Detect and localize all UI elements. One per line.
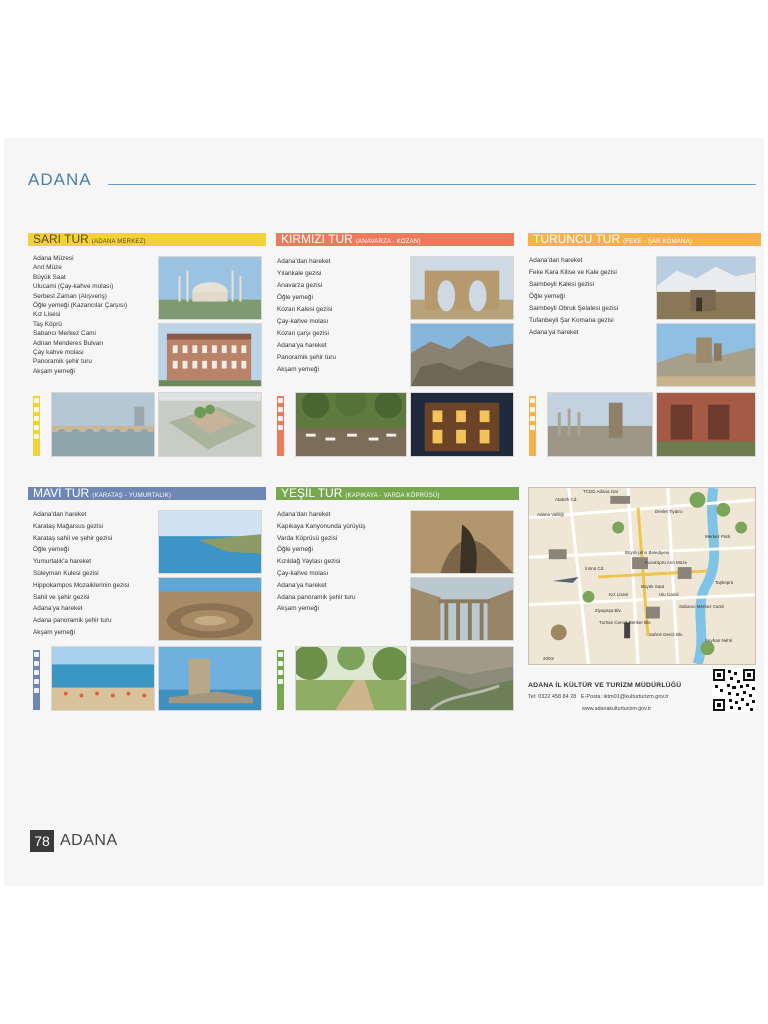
list-item: Kozan çarşı gezisi [277,330,329,337]
list-item: Adana'ya hareket [529,329,579,336]
tour-icons-sari [33,396,40,456]
walk-icon [34,407,39,412]
tree-icon [278,652,283,657]
photo-feke-church [656,256,756,320]
list-item: Hippokampos Mozaiklerinin gezisi [33,581,130,589]
list-item: Karataş sahil ve şehir gezisi [33,534,113,542]
photo-sar-komana-ruins [547,392,653,457]
photo-forest-path [295,646,407,711]
list-item: Öğle yemeği [277,546,313,554]
tour-subtitle: (KAPIKAYA - VARDA KÖPRÜSÜ) [345,493,440,499]
photo-yilankale-rocks [410,323,514,387]
walk-icon [34,670,39,675]
tour-heading-sari [28,233,266,246]
map-label: Sahne Deniz Blv. [649,632,684,637]
walk-icon [278,661,283,666]
photo-tea-garden [295,392,407,457]
list-item: Adana Müzesi [33,255,74,262]
list-item: Adana'dan hareket [33,511,87,518]
tour-itinerary-kirmizi [277,256,336,376]
list-item: Tufanbeyli Şar Komana gezisi [529,317,614,324]
cafe-icon [34,416,39,421]
list-item: Panoramik şehir turu [277,354,336,361]
map-scale: 200m [543,656,555,661]
map-label: Atatürk Cd. [555,497,578,502]
tour-subtitle: (ADANA MERKEZ) [91,239,146,245]
email-link[interactable]: E-Posta: iktm01@kulturturizm.gov.tr [580,694,669,700]
list-item: Anavarza gezisi [277,282,323,289]
city-map[interactable] [528,487,756,665]
tour-itinerary-turuncu [529,255,618,339]
tour-icons-yesil [277,650,284,710]
list-item: Karataş Mağarsus gezisi [33,522,103,530]
food-icon [278,679,283,684]
photo-city-aerial [158,392,262,457]
directorate-contact [528,694,669,700]
tour-icons-kirmizi [277,396,284,456]
website-link[interactable]: www.adanakulturturizm.gov.tr [582,706,652,712]
map-label: Ulu Camii [659,592,679,597]
list-item: Anıt Müze [33,264,62,272]
tour-title: KIRMIZI TUR [281,233,353,246]
tour-itinerary-mavi [33,509,129,639]
list-item: Kız Lisesi [33,311,61,319]
photo-kozan-night-house [410,392,514,457]
list-item: Akşam yemeği [277,605,319,613]
food-icon [34,679,39,684]
list-item: Adana panoramik şehir turu [33,617,112,625]
list-item: Ulucami (Çay-kahve molası) [33,283,114,291]
tour-heading-kirmizi [276,233,514,246]
list-item: Serbest Zaman (Alışveriş) [33,292,107,300]
list-item: Varda Köprüsü gezisi [277,534,338,542]
beach-icon [34,661,39,666]
tour-title: SARI TUR [33,233,89,246]
tour-title: TURUNCU TUR [533,233,621,246]
list-item: Adana'ya hareket [277,581,327,589]
map-label: Turhan Cemal Beriker Blv. [599,620,652,625]
list-item: Taş Köprü [33,320,62,328]
map-label: Kuruköprü Anıt Müze [645,560,688,565]
camera-icon [278,670,283,675]
food-icon [278,416,283,421]
map-label: Kız Lisesi [609,592,629,597]
bus-icon [34,425,39,430]
photo-anavarza-arch [410,256,514,320]
list-item: Saimbeyli Kalesi gezisi [529,281,594,288]
bus-icon [278,425,283,430]
photo-kapikaya-canyon [410,510,514,574]
photo-saimbeyli-castle [656,323,756,387]
photo-kiz-lisesi [158,323,262,387]
list-item: Büyük Saat [33,273,66,281]
map-label: Sabancı Merkez Camii [679,604,725,609]
tour-icons-mavi [33,650,40,710]
list-item: Adana'ya hareket [277,342,327,349]
list-item: Feke Kara Kilise ve Kale gezisi [529,269,617,276]
header-divider [108,184,756,185]
walk-icon [530,407,535,412]
list-item: Öğle yemeği [529,293,565,300]
museum-icon [530,398,535,403]
directorate-name: ADANA İL KÜLTÜR VE TURİZM MÜDÜRLÜĞÜ [528,682,682,689]
photo-tas-kopru [51,392,155,457]
list-item: Akşam yemeği [33,367,75,375]
map-label: Büyükşehir Belediyesi [625,550,670,555]
map-label: Ziyapaşa Blv. [595,608,622,613]
tour-subtitle: (KARATAŞ - YUMURTALIK) [92,493,172,499]
map-label: Büyük Saat [641,584,665,589]
list-item: Adana panoramik şehir turu [277,593,356,601]
tour-subtitle: (FEKE - ŞAR KOMANA) [623,239,692,245]
photo-sabanci-mosque [158,256,262,320]
list-item: Adana'dan hareket [529,257,583,264]
list-item: Çay kahve molası [33,349,84,357]
map-label: Taşköprü [715,580,734,585]
tour-subtitle: (ANAVARZA - KOZAN) [355,239,421,245]
footer-label: ADANA [60,832,118,849]
photo-varda-bridge [410,577,514,641]
photo-brick-ruins [656,392,756,457]
map-label: Adana Valiliği [537,512,564,517]
list-item: Adana'ya hareket [33,605,83,613]
tour-title: YEŞİL TUR [281,487,343,500]
list-item: Panoramik şehir turu [33,358,92,366]
photo-beach [51,646,155,711]
bus-icon [530,425,535,430]
list-item: Adana'dan hareket [277,511,331,518]
list-item: Saimbeyli Obruk Şelalesi gezisi [529,305,619,312]
museum-icon [34,652,39,657]
tour-icons-turuncu [529,396,536,456]
list-item: Çay-kahve molası [277,318,329,325]
list-item: Akşam yemeği [277,366,319,373]
photo-magarsus-theatre [158,577,262,641]
list-item: Sabancı Merkez Cami [33,330,96,338]
list-item: Yumurtalık'a hareket [33,558,92,566]
photo-suleyman-tower [158,646,262,711]
list-item: Çay-kahve molası [277,569,329,577]
list-item: Adnan Menderes Bulvarı [33,339,104,347]
list-item: Kapıkaya Kanyonunda yürüyüş [277,522,366,530]
list-item: Kozan Kalesi gezisi [277,306,333,313]
map-label: Seyhan Nehri [705,638,733,643]
list-item: Öğle yemeği [277,294,313,301]
list-item: Akşam yemeği [33,628,75,636]
tour-itinerary-sari [33,254,127,376]
map-label: Devlet Tiyatro [655,509,683,514]
map-label: İnönü Cd. [585,566,605,571]
list-item: Yılankale gezisi [277,270,322,277]
photo-karatas-coast [158,510,262,574]
tour-heading-yesil [276,487,519,500]
list-item: Öğle yemeği (Kazancılar Çarşısı) [33,302,128,310]
bus-icon [34,688,39,693]
phone-text: Tel: 0322 458 84 28 [528,694,577,700]
list-item: Sahil ve şehir gezisi [33,593,90,601]
museum-icon [278,398,283,403]
tour-heading-turuncu [528,233,761,246]
food-icon [530,416,535,421]
map-label: Merkez Park [705,534,731,539]
list-item: Süleyman Kulesi gezisi [33,569,99,577]
section-title: ADANA [28,170,92,189]
list-item: Adana'dan hareket [277,258,331,265]
tour-title: MAVİ TUR [33,487,90,500]
list-item: Öğle yemeği [33,546,69,554]
qr-code[interactable] [712,668,756,712]
map-label: TCDD Adana Gar [583,489,619,494]
tour-heading-mavi [28,487,266,500]
list-item: Kızıldağ Yaylası gezisi [277,558,341,566]
walk-icon [278,407,283,412]
page-number: 78 [30,830,54,852]
tour-itinerary-yesil [277,509,365,615]
photo-green-valley [410,646,514,711]
museum-icon [34,398,39,403]
food-icon [34,434,39,439]
